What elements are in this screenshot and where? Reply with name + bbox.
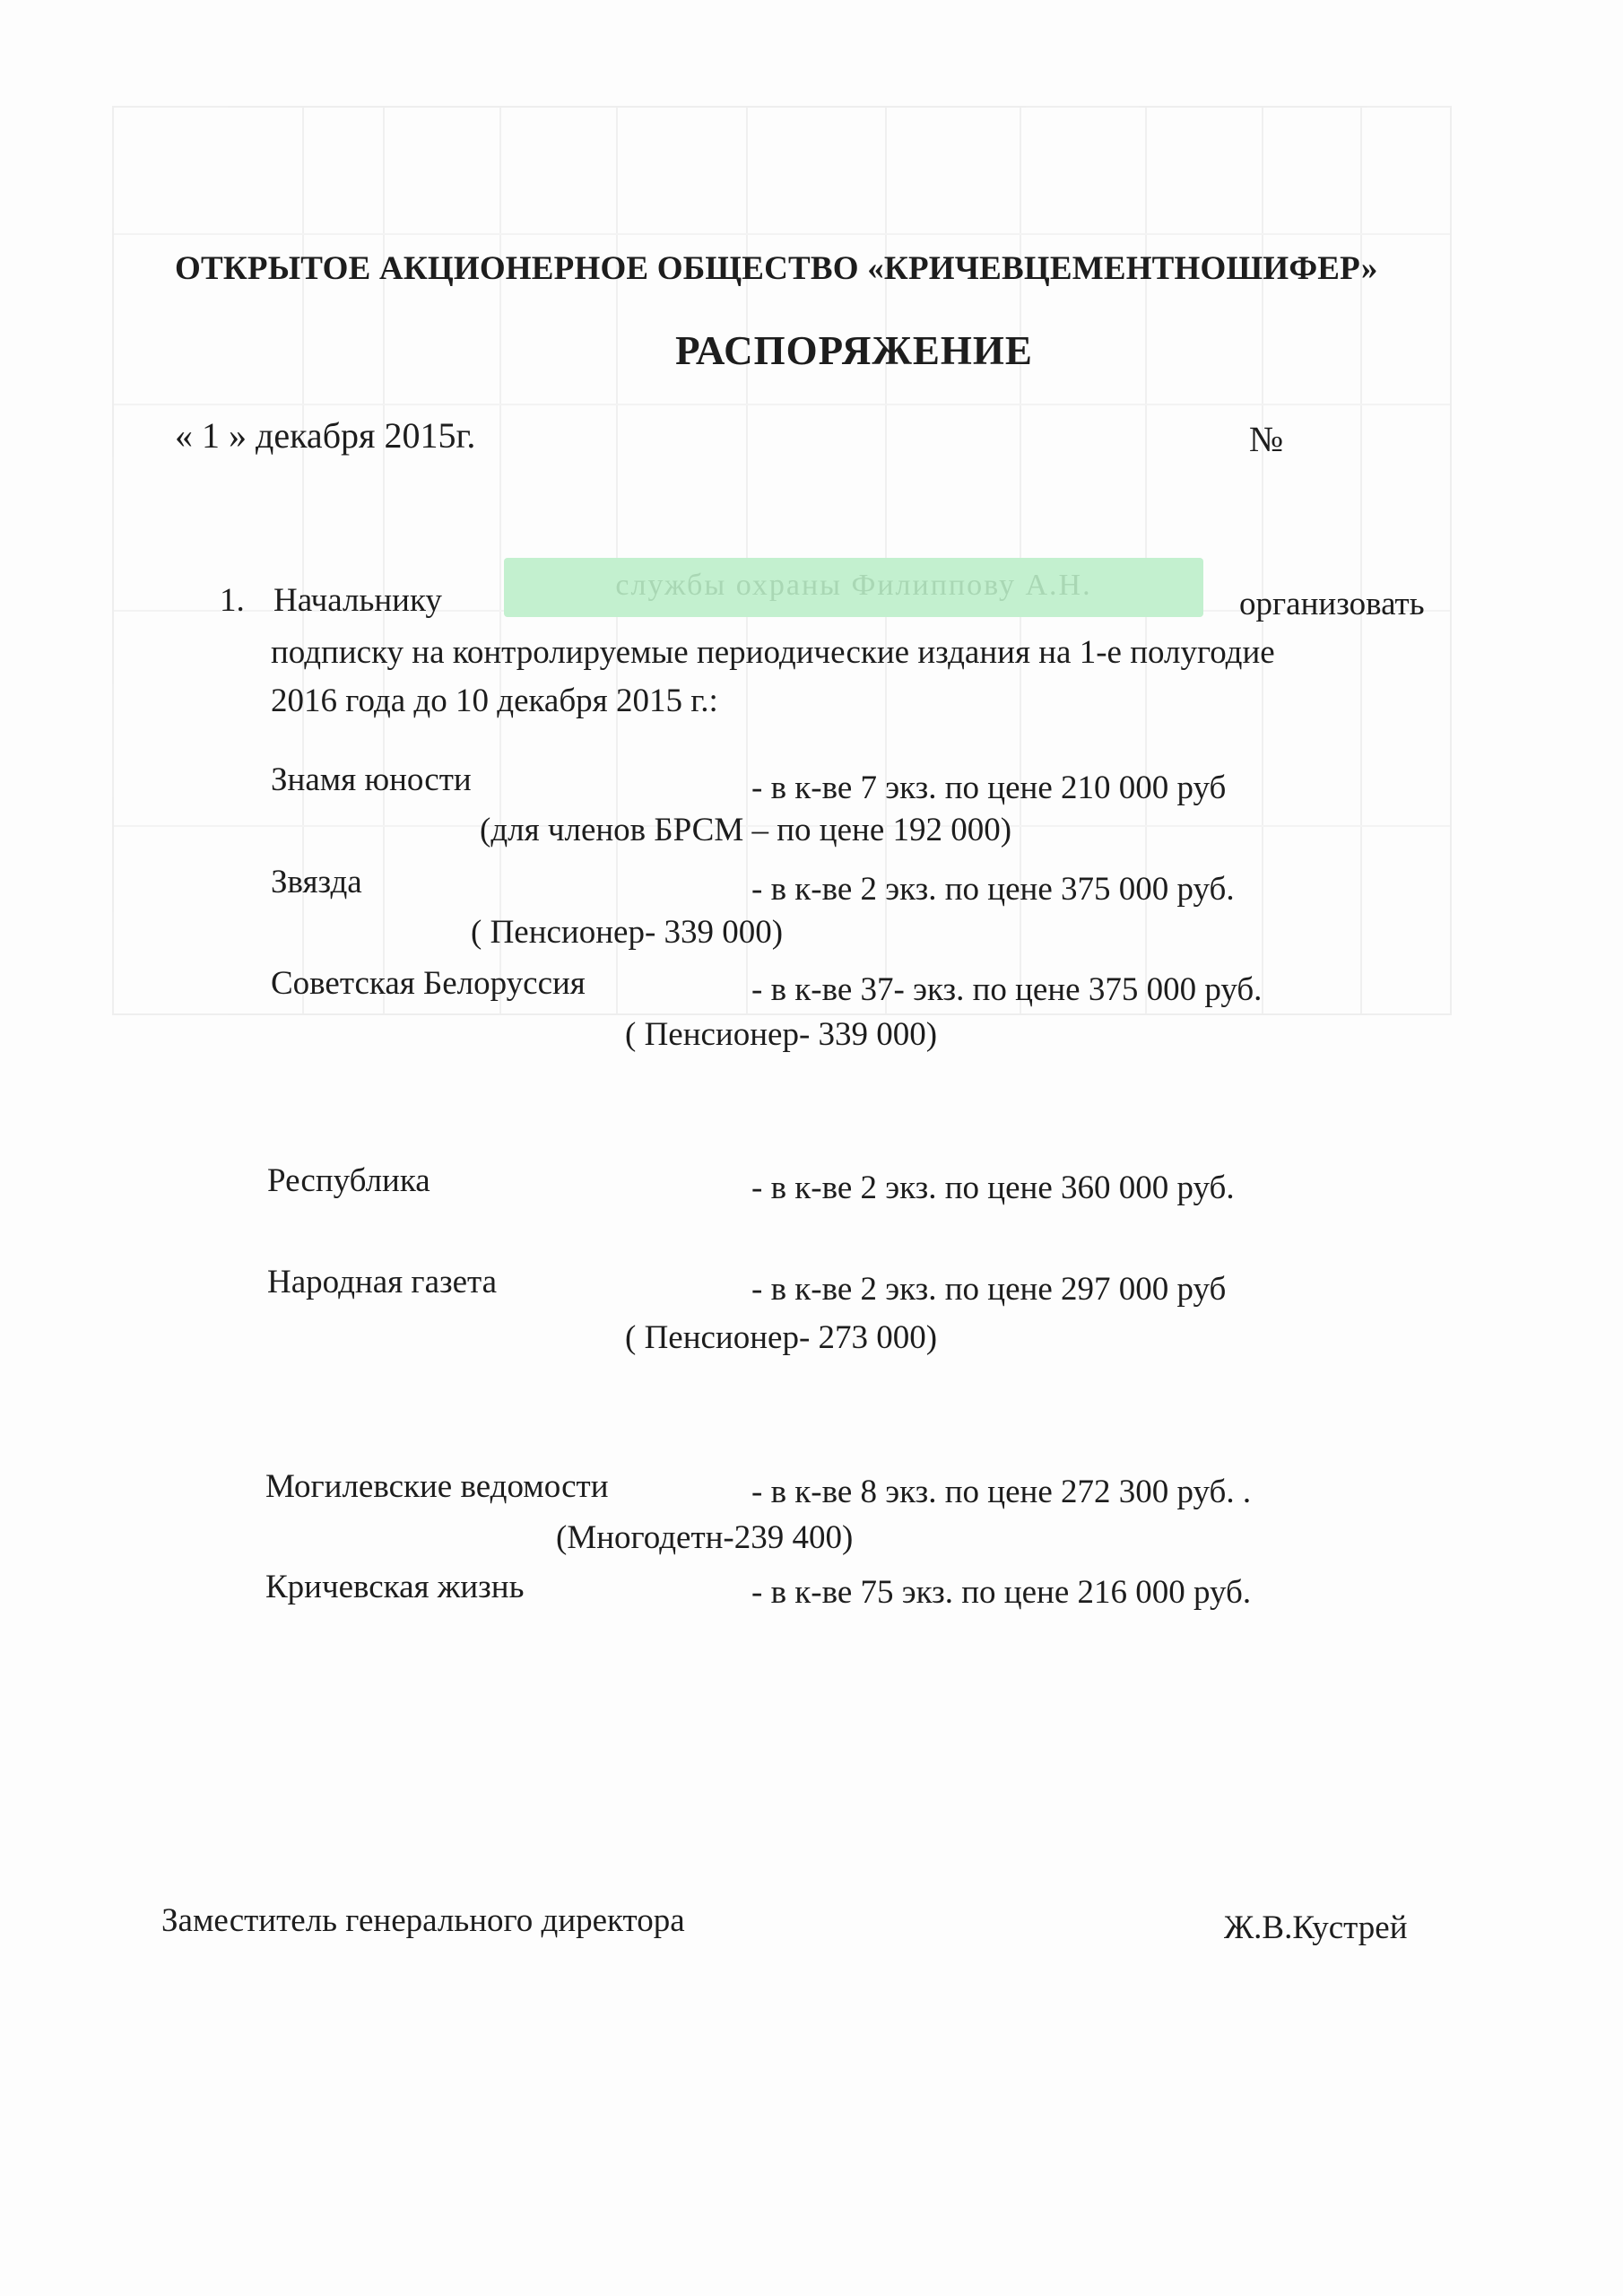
publication-note: (Многодетн-239 400) bbox=[556, 1519, 854, 1556]
order-line3: 2016 года до 10 декабря 2015 г.: bbox=[271, 683, 718, 719]
publication-quantity: - в к-ве 7 экз. по цене 210 000 руб bbox=[751, 770, 1227, 806]
publication-note: (для членов БРСМ – по цене 192 000) bbox=[480, 812, 1012, 848]
publication-name: Кричевская жизнь bbox=[265, 1569, 525, 1605]
document-title: РАСПОРЯЖЕНИЕ bbox=[675, 328, 1033, 373]
order-line1-start: Начальнику bbox=[273, 582, 442, 619]
publication-name: Народная газета bbox=[267, 1264, 498, 1300]
document-number-label: № bbox=[1249, 419, 1284, 459]
signatory-position: Заместитель генерального директора bbox=[161, 1902, 685, 1939]
publication-note: ( Пенсионер- 273 000) bbox=[625, 1319, 938, 1356]
publication-note: ( Пенсионер- 339 000) bbox=[625, 1016, 938, 1053]
publication-quantity: - в к-ве 2 экз. по цене 297 000 руб bbox=[751, 1271, 1227, 1308]
publication-name: Звязда bbox=[271, 864, 362, 900]
publication-name: Советская Белоруссия bbox=[271, 965, 586, 1002]
company-name: ОТКРЫТОЕ АКЦИОНЕРНОЕ ОБЩЕСТВО «КРИЧЕВЦЕМЕНТНОШИФЕР» bbox=[175, 250, 1378, 287]
redacted-text: службы охраны Филиппову А.Н. bbox=[615, 569, 1092, 602]
signatory-name: Ж.В.Кустрей bbox=[1224, 1909, 1408, 1946]
publication-name: Могилевские ведомости bbox=[265, 1468, 609, 1505]
order-line2: подписку на контролируемые периодические издания на 1-е полугодие bbox=[271, 634, 1275, 671]
publication-quantity: - в к-ве 75 экз. по цене 216 000 руб. bbox=[751, 1574, 1252, 1611]
publication-quantity: - в к-ве 2 экз. по цене 360 000 руб. bbox=[751, 1170, 1235, 1206]
publication-note: ( Пенсионер- 339 000) bbox=[471, 914, 784, 951]
order-line1-end: организовать bbox=[1239, 586, 1425, 622]
publication-quantity: - в к-ве 8 экз. по цене 272 300 руб. . bbox=[751, 1474, 1252, 1510]
publication-quantity: - в к-ве 37- экз. по цене 375 000 руб. bbox=[751, 971, 1263, 1008]
item-number: 1. bbox=[220, 582, 245, 619]
publication-name: Знамя юности bbox=[271, 761, 472, 798]
redaction-highlight bbox=[504, 558, 1203, 617]
publication-name: Республика bbox=[267, 1162, 430, 1199]
document-date: « 1 » декабря 2015г. bbox=[175, 415, 476, 456]
publication-quantity: - в к-ве 2 экз. по цене 375 000 руб. bbox=[751, 871, 1235, 908]
